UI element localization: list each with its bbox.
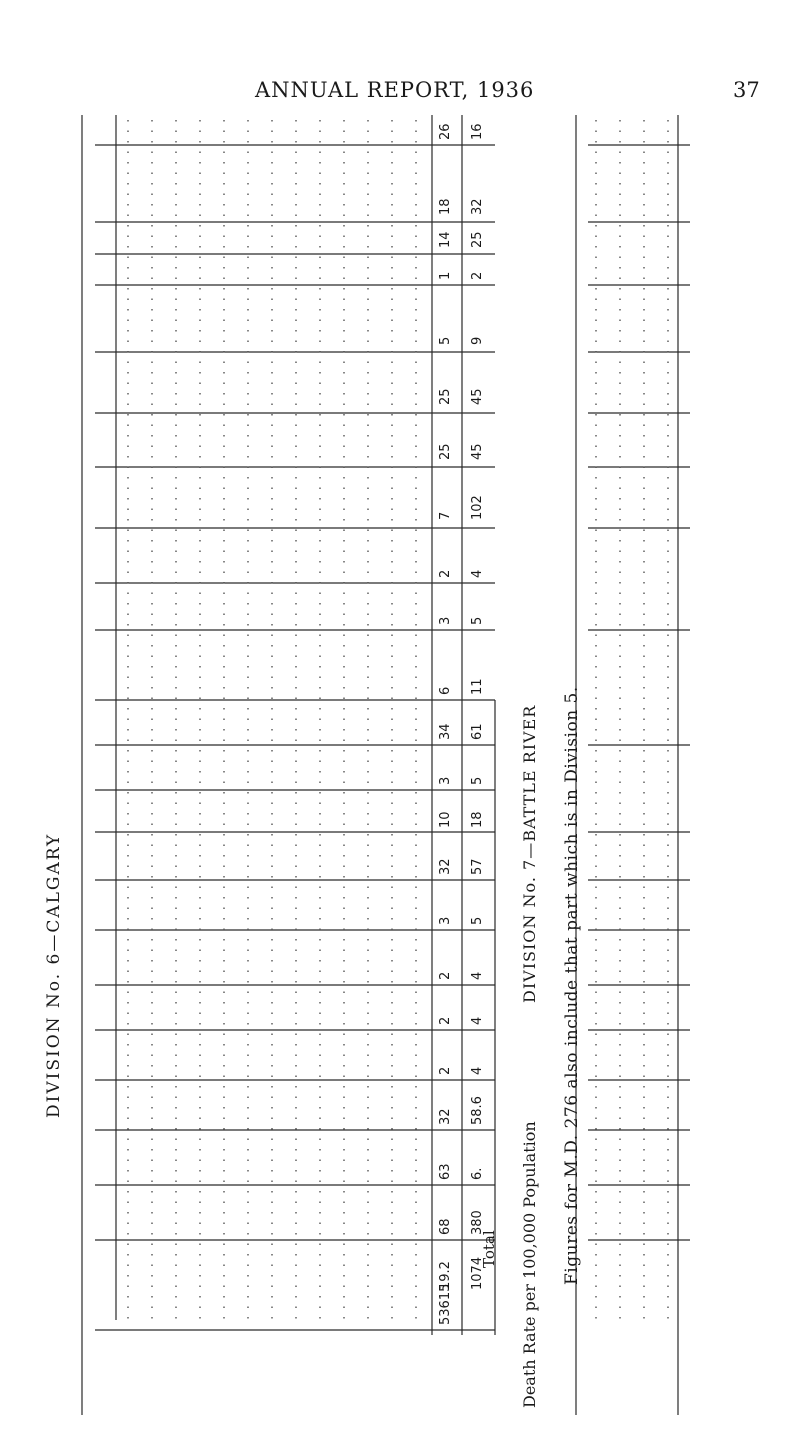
total-value: 34 <box>438 723 453 740</box>
total-value: 10 <box>438 811 453 828</box>
total-value: 16 <box>470 123 485 140</box>
total-value: 7 <box>438 511 453 520</box>
total-value: 5 <box>470 776 485 785</box>
total-value: 4 <box>470 1016 485 1025</box>
total-value: 2 <box>438 971 453 980</box>
total-value: 4 <box>470 569 485 578</box>
total-value: 25 <box>470 231 485 248</box>
total-value: 25 <box>438 443 453 460</box>
division-7-heading: DIVISION No. 7—BATTLE RIVER <box>520 704 539 1003</box>
total-value: 2 <box>470 271 485 280</box>
total-value: 45 <box>470 388 485 405</box>
death-rate-label: Death Rate per 100,000 Population <box>520 1121 539 1408</box>
total-value: 4 <box>470 971 485 980</box>
total-value: 6. <box>470 1167 485 1180</box>
total-value: 11 <box>470 678 485 695</box>
total-value: 58.6 <box>470 1096 485 1125</box>
total-value: 57 <box>470 858 485 875</box>
total-value: 5 <box>470 616 485 625</box>
total-value: 53615 <box>438 1283 453 1325</box>
total-value: 18 <box>438 198 453 215</box>
page-number: 37 <box>733 78 760 102</box>
total-value: 3 <box>438 776 453 785</box>
total-value: 25 <box>438 388 453 405</box>
total-value: 3 <box>438 616 453 625</box>
total-value: 6 <box>438 686 453 695</box>
total-value: 3 <box>438 916 453 925</box>
division-6-heading: DIVISION No. 6—CALGARY <box>44 832 64 1118</box>
total-value: 14 <box>438 231 453 248</box>
total-value: 2 <box>438 1016 453 1025</box>
total-value: 18 <box>470 811 485 828</box>
total-value: 5 <box>470 916 485 925</box>
total-value: 2 <box>438 1066 453 1075</box>
total-value: 1 <box>438 271 453 280</box>
total-value: 19.2 <box>438 1261 453 1290</box>
footnote: Figures for M.D. 276 also include that part which is in Division 5. <box>562 686 582 1285</box>
total-value: 63 <box>438 1163 453 1180</box>
total-value: 45 <box>470 443 485 460</box>
total-value: 4 <box>470 1066 485 1075</box>
total-value: 9 <box>470 336 485 345</box>
report-title: ANNUAL REPORT, 1936 <box>255 78 535 102</box>
total-value: 102 <box>470 495 485 520</box>
total-value: 380 <box>470 1210 485 1235</box>
total-value: 32 <box>438 858 453 875</box>
total-value: 32 <box>438 1108 453 1125</box>
total-value: 61 <box>470 723 485 740</box>
total-value: 26 <box>438 123 453 140</box>
total-value: 2 <box>438 569 453 578</box>
total-value: 68 <box>438 1218 453 1235</box>
total-value: 1074 <box>470 1256 485 1290</box>
total-value: 32 <box>470 198 485 215</box>
total-value: 5 <box>438 336 453 345</box>
total-label: Total <box>480 1230 498 1268</box>
